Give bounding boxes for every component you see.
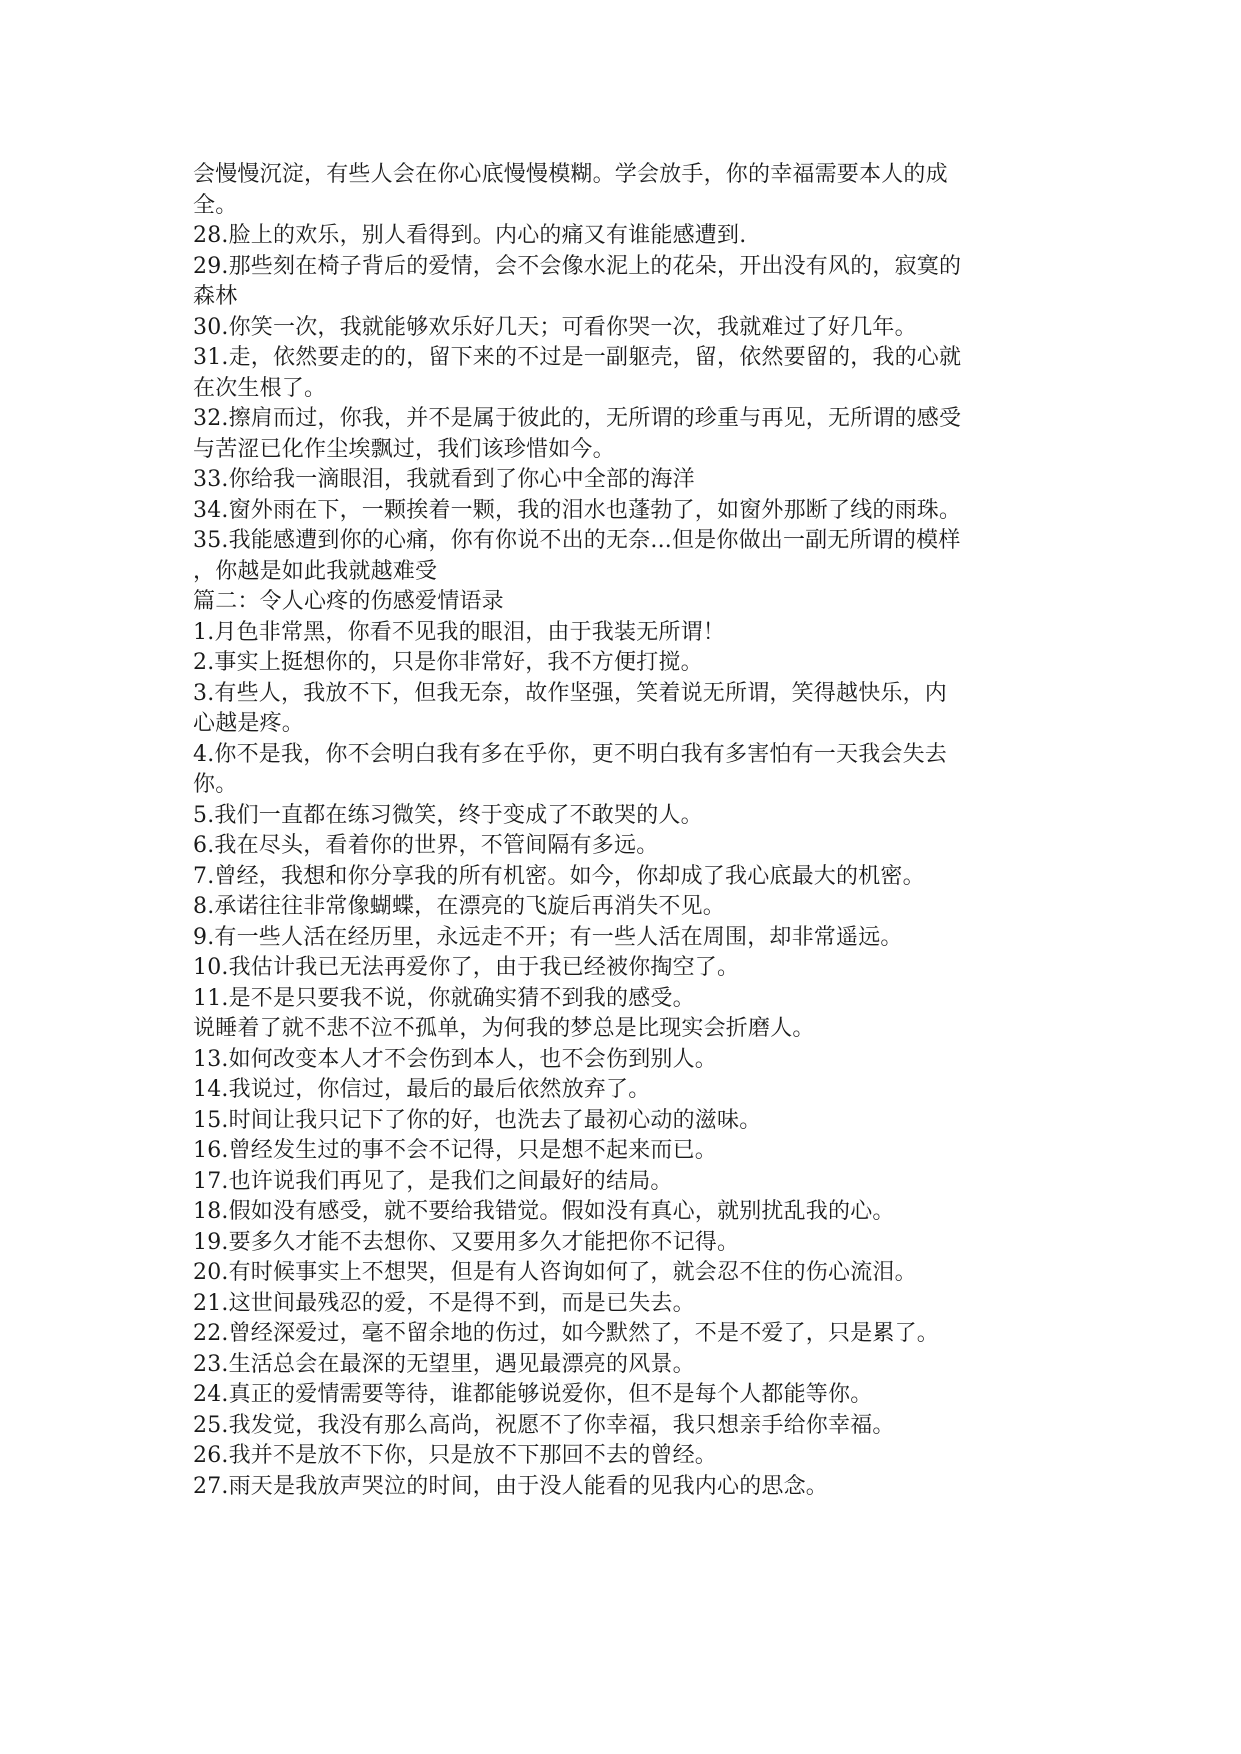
- text-line: 11.是不是只要我不说，你就确实猜不到我的感受。: [193, 985, 695, 1011]
- text-line: 14.我说过，你信过，最后的最后依然放弃了。: [193, 1077, 651, 1102]
- text-line: 1.月色非常黑，你看不见我的眼泪，由于我装无所谓！: [193, 619, 725, 645]
- text-line: 25.我发觉，我没有那么高尚，祝愿不了你幸福，我只想亲手给你幸福。: [193, 1412, 895, 1438]
- text-line: 与苦涩已化作尘埃飘过，我们该珍惜如今。: [193, 436, 615, 462]
- text-line: 31.走，依然要走的的，留下来的不过是一副躯壳，留，依然要留的，我的心就: [193, 345, 962, 370]
- text-line: 森林: [193, 284, 238, 309]
- document-body: [193, 160, 1053, 1502]
- text-line: 3.有些人，我放不下，但我无奈，故作坚强，笑着说无所谓，笑得越快乐，内: [193, 680, 947, 706]
- text-line: 你。: [193, 772, 238, 797]
- text-line: 说睡着了就不悲不泣不孤单，为何我的梦总是比现实会折磨人。: [193, 1016, 815, 1041]
- text-line: 32.擦肩而过，你我，并不是属于彼此的，无所谓的珍重与再见，无所谓的感受: [193, 406, 962, 431]
- text-line: 22.曾经深爱过，毫不留余地的伤过，如今默然了，不是不爱了，只是累了。: [193, 1321, 939, 1346]
- text-line: 会慢慢沉淀，有些人会在你心底慢慢模糊。学会放手，你的幸福需要本人的成: [193, 162, 948, 187]
- text-line: 心越是疼。: [193, 711, 305, 736]
- text-line: 16.曾经发生过的事不会不记得，只是想不起来而已。: [193, 1138, 717, 1163]
- text-line: 27.雨天是我放声哭泣的时间，由于没人能看的见我内心的思念。: [193, 1473, 828, 1499]
- text-line: 23.生活总会在最深的无望里，遇见最漂亮的风景。: [193, 1351, 695, 1377]
- text-line: 21.这世间最残忍的爱，不是得不到，而是已失去。: [193, 1290, 695, 1316]
- section-heading: 篇二：令人心疼的伤感爱情语录: [193, 589, 504, 614]
- text-line: 33.你给我一滴眼泪，我就看到了你心中全部的海洋: [193, 467, 695, 492]
- text-line: 9.有一些人活在经历里，永远走不开；有一些人活在周围，却非常遥远。: [193, 924, 903, 950]
- text-line: 35.我能感遭到你的心痛，你有你说不出的无奈...但是你做出一副无所谓的模样: [193, 528, 961, 553]
- text-line: 10.我估计我已无法再爱你了，由于我已经被你掏空了。: [193, 955, 740, 980]
- text-line: 18.假如没有感受，就不要给我错觉。假如没有真心，就别扰乱我的心。: [193, 1199, 895, 1224]
- text-line: 17.也许说我们再见了，是我们之间最好的结局。: [193, 1168, 673, 1194]
- text-line: 4.你不是我，你不会明白我有多在乎你，更不明白我有多害怕有一天我会失去: [193, 741, 947, 767]
- text-line: 2.事实上挺想你的，只是你非常好，我不方便打搅。: [193, 650, 703, 675]
- text-line: 7.曾经，我想和你分享我的所有机密。如今，你却成了我心底最大的机密。: [193, 863, 925, 889]
- text-line: 24.真正的爱情需要等待，谁都能够说爱你，但不是每个人都能等你。: [193, 1382, 873, 1407]
- text-line: 13.如何改变本人才不会伤到本人，也不会伤到别人。: [193, 1046, 717, 1072]
- text-line: 26.我并不是放不下你，只是放不下那回不去的曾经。: [193, 1443, 717, 1468]
- text-line: 5.我们一直都在练习微笑，终于变成了不敢哭的人。: [193, 802, 703, 828]
- text-line: 6.我在尽头，看着你的世界，不管间隔有多远。: [193, 833, 659, 858]
- text-line: 20.有时候事实上不想哭，但是有人咨询如何了，就会忍不住的伤心流泪。: [193, 1260, 917, 1285]
- text-line: 在次生根了。: [193, 375, 327, 401]
- text-line: 30.你笑一次，我就能够欢乐好几天；可看你哭一次，我就难过了好几年。: [193, 314, 917, 340]
- text-line: 34.窗外雨在下，一颗挨着一颗，我的泪水也蓬勃了，如窗外那断了线的雨珠。: [193, 497, 962, 523]
- text-line: 15.时间让我只记下了你的好，也洗去了最初心动的滋味。: [193, 1107, 762, 1133]
- text-line: ，你越是如此我就越难受: [193, 558, 438, 584]
- text-line: 28.脸上的欢乐，别人看得到。内心的痛又有谁能感遭到.: [193, 223, 747, 248]
- text-line: 全。: [193, 192, 238, 218]
- text-line: 19.要多久才能不去想你、又要用多久才能把你不记得。: [193, 1229, 740, 1255]
- text-line: 8.承诺往往非常像蝴蝶，在漂亮的飞旋后再消失不见。: [193, 894, 725, 919]
- text-line: 29.那些刻在椅子背后的爱情，会不会像水泥上的花朵，开出没有风的，寂寞的: [193, 253, 962, 279]
